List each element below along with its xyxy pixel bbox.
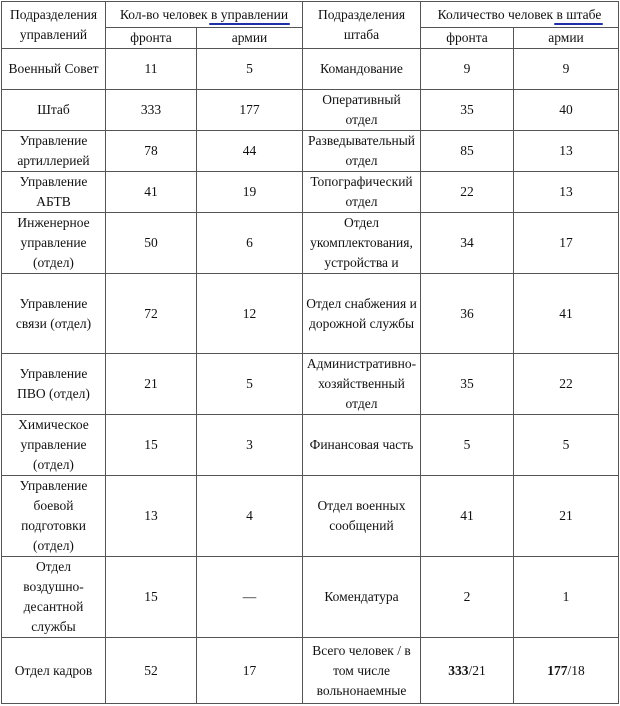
table-row (2, 274, 619, 354)
front-count: 41 (106, 172, 197, 213)
table-row (2, 557, 619, 638)
table-row (2, 172, 619, 213)
header-count-management-plain: Кол-во человек (119, 6, 211, 22)
header-army-staff: армии (514, 28, 619, 49)
staff-front-count: 9 (421, 49, 514, 90)
staff-front-count: 34 (421, 213, 514, 274)
front-count: 52 (106, 638, 197, 704)
header-front-staff: фронта (421, 28, 514, 49)
staff-dept-cell: Финансовая часть (303, 415, 421, 476)
staff-dept-cell: Топографический отдел (303, 172, 421, 213)
staff-dept-cell: Разведывательный отдел (303, 131, 421, 172)
staff-dept-cell: Административно-хозяйственный отдел (303, 354, 421, 415)
table-row (2, 476, 619, 557)
dept-cell: Военный Совет (2, 49, 106, 90)
total-army-bold: 177 (547, 662, 568, 678)
dept-cell: Управление артиллерией (2, 131, 106, 172)
table-row (2, 90, 619, 131)
staff-dept-cell: Отдел военных сообщений (303, 476, 421, 557)
army-count: 3 (197, 415, 303, 476)
table-row (2, 131, 619, 172)
staff-dept-cell: Отдел снабжения и дорожной службы (303, 274, 421, 354)
dept-cell: Управление АБТВ (2, 172, 106, 213)
header-count-staff (421, 2, 619, 28)
staff-front-count: 35 (421, 90, 514, 131)
army-count: 177 (197, 90, 303, 131)
table-row-total (2, 638, 619, 704)
army-count: 5 (197, 49, 303, 90)
staff-army-count: 1 (514, 557, 619, 638)
army-count: 17 (197, 638, 303, 704)
dept-cell: Химическое управление (отдел) (2, 415, 106, 476)
front-count: 50 (106, 213, 197, 274)
army-count: — (197, 557, 303, 638)
table-row (2, 354, 619, 415)
front-count: 21 (106, 354, 197, 415)
front-count: 78 (106, 131, 197, 172)
staff-army-count: 5 (514, 415, 619, 476)
army-count: 19 (197, 172, 303, 213)
staff-dept-cell: Отдел укомплектования, устройства и (303, 213, 421, 274)
header-count-management (106, 2, 303, 28)
staff-dept-cell: Оперативный отдел (303, 90, 421, 131)
dept-cell: Отдел кадров (2, 638, 106, 704)
dept-cell: Отдел воздушно-десантной службы (2, 557, 106, 638)
header-army: армии (197, 28, 303, 49)
front-count: 13 (106, 476, 197, 557)
header-subdivisions-staff: Подразделения штаба (303, 2, 421, 49)
underlined-in-staff: в штабе (556, 5, 601, 25)
staff-army-count: 13 (514, 172, 619, 213)
front-count: 72 (106, 274, 197, 354)
front-count: 15 (106, 415, 197, 476)
staff-front-count: 36 (421, 274, 514, 354)
dept-cell: Управление ПВО (отдел) (2, 354, 106, 415)
header-subdivisions-management: Подразделения управлений (2, 2, 106, 49)
staff-army-count: 40 (514, 90, 619, 131)
underlined-in-management: в управлении (211, 5, 288, 25)
staff-front-count: 2 (421, 557, 514, 638)
total-front-rest: /21 (468, 662, 486, 678)
total-army (514, 638, 619, 704)
staff-army-count: 9 (514, 49, 619, 90)
army-count: 12 (197, 274, 303, 354)
army-count: 5 (197, 354, 303, 415)
staff-front-count: 22 (421, 172, 514, 213)
staff-dept-cell: Командование (303, 49, 421, 90)
army-count: 6 (197, 213, 303, 274)
front-count: 333 (106, 90, 197, 131)
staff-front-count: 41 (421, 476, 514, 557)
table-row (2, 415, 619, 476)
staff-army-count: 13 (514, 131, 619, 172)
staff-dept-cell: Комендатура (303, 557, 421, 638)
table-row (2, 213, 619, 274)
table-row (2, 49, 619, 90)
staff-army-count: 17 (514, 213, 619, 274)
staff-front-count: 85 (421, 131, 514, 172)
header-row-1 (2, 2, 619, 28)
staff-army-count: 21 (514, 476, 619, 557)
army-count: 4 (197, 476, 303, 557)
staff-army-count: 22 (514, 354, 619, 415)
staff-table (1, 1, 619, 704)
staff-front-count: 5 (421, 415, 514, 476)
front-count: 11 (106, 49, 197, 90)
total-front (421, 638, 514, 704)
staff-army-count: 41 (514, 274, 619, 354)
army-count: 44 (197, 131, 303, 172)
total-army-rest: /18 (567, 662, 585, 678)
total-front-bold: 333 (448, 662, 469, 678)
dept-cell: Штаб (2, 90, 106, 131)
header-front: фронта (106, 28, 197, 49)
dept-cell: Инженерное управление (отдел) (2, 213, 106, 274)
total-label: Всего человек / в том числе вольнонаемные (303, 638, 421, 704)
header-count-staff-plain: Количество человек (437, 6, 557, 22)
front-count: 15 (106, 557, 197, 638)
dept-cell: Управление боевой подготовки (отдел) (2, 476, 106, 557)
staff-front-count: 35 (421, 354, 514, 415)
dept-cell: Управление связи (отдел) (2, 274, 106, 354)
